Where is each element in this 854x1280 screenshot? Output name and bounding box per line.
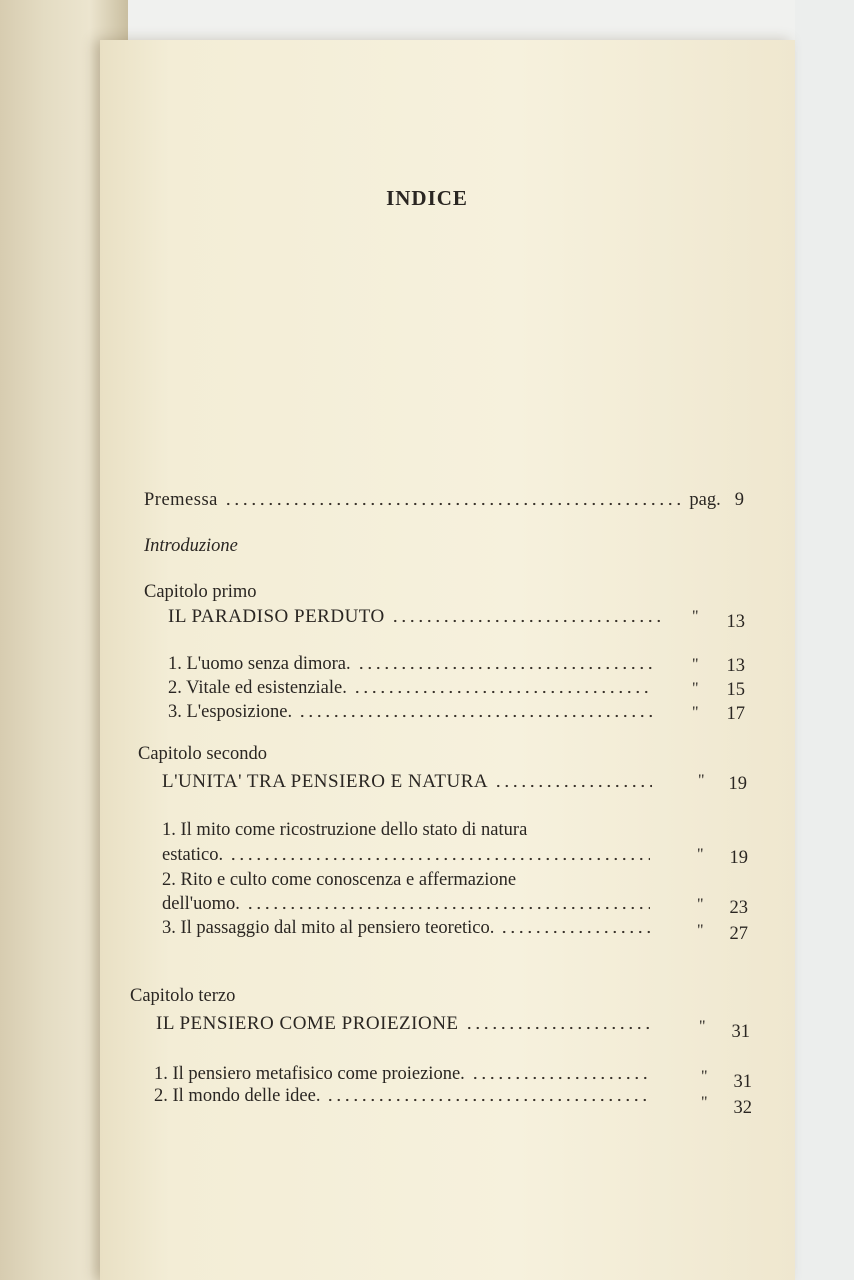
section-page: 19: [729, 848, 748, 868]
ditto-mark: ": [692, 656, 699, 673]
toc-section: [168, 702, 658, 723]
toc-section: [154, 1064, 656, 1085]
chapter-title-entry: [162, 771, 658, 793]
dot-leader: [224, 502, 684, 506]
section-label: 1. Il pensiero metafisico come proiezione.: [154, 1064, 465, 1084]
toc-label: Premessa: [144, 490, 218, 510]
ditto-mark: ": [697, 896, 704, 913]
section-label: 3. Il passaggio dal mito al pensiero teoretico.: [162, 918, 495, 938]
section-page: 27: [729, 924, 748, 944]
toc-section: [168, 678, 658, 699]
chapter-title: L'UNITA' TRA PENSIERO E NATURA: [162, 771, 489, 792]
chapter-title: IL PENSIERO COME PROIEZIONE: [156, 1013, 459, 1034]
section-label: estatico.: [162, 845, 224, 865]
section-page: 31: [733, 1072, 752, 1092]
chapter-page: 13: [726, 612, 745, 632]
section-label: 2. Il mondo delle idee.: [154, 1086, 321, 1106]
ditto-mark: ": [692, 680, 699, 697]
dot-leader: [326, 1098, 650, 1102]
section-label: 1. L'uomo senza dimora.: [168, 654, 351, 674]
chapter-page: 31: [731, 1022, 750, 1042]
toc-section: [162, 845, 656, 866]
dot-leader: [357, 666, 652, 670]
dot-leader: [298, 714, 652, 718]
chapter-title: IL PARADISO PERDUTO: [168, 606, 385, 627]
chapter-heading: Capitolo secondo: [138, 744, 267, 764]
section-page: 15: [726, 680, 745, 700]
toc-entry-premessa: [144, 490, 744, 511]
dot-leader: [391, 619, 662, 623]
section-label: 2. Vitale ed esistenziale.: [168, 678, 347, 698]
toc-section: [154, 1086, 656, 1107]
dot-leader: [246, 906, 650, 910]
background-top: [128, 0, 854, 40]
page-title: INDICE: [386, 186, 468, 210]
section-label: 3. L'esposizione.: [168, 702, 293, 722]
section-page: 13: [726, 656, 745, 676]
ditto-mark: ": [692, 704, 699, 721]
ditto-mark: ": [697, 922, 704, 939]
ditto-mark: ": [701, 1094, 708, 1111]
section-label-line: 2. Rito e culto come conoscenza e affermazione: [162, 870, 517, 890]
toc-section: [162, 894, 656, 915]
toc-entry-introduzione: Introduzione: [144, 536, 238, 556]
ditto-mark: ": [701, 1068, 708, 1085]
dot-leader: [353, 690, 652, 694]
ditto-mark: ": [698, 772, 705, 789]
section-page: 23: [729, 898, 748, 918]
chapter-page: 19: [728, 774, 747, 794]
dot-leader: [494, 784, 652, 788]
dot-leader: [500, 930, 650, 934]
chapter-heading: Capitolo terzo: [130, 986, 236, 1006]
dot-leader: [471, 1076, 650, 1080]
chapter-title-entry: [168, 606, 668, 628]
toc-page-prefix: pag.: [689, 490, 721, 510]
section-page: 17: [726, 704, 745, 724]
chapter-title-entry: [156, 1013, 656, 1035]
ditto-mark: ": [699, 1018, 706, 1035]
chapter-heading: Capitolo primo: [144, 582, 257, 602]
dot-leader: [465, 1026, 650, 1030]
section-label-line: 1. Il mito come ricostruzione dello stato di natura: [162, 820, 528, 840]
section-page: 32: [733, 1098, 752, 1118]
ditto-mark: ": [697, 846, 704, 863]
ditto-mark: ": [692, 608, 699, 625]
toc-page: 9: [734, 490, 744, 510]
dot-leader: [229, 857, 650, 861]
section-label: dell'uomo.: [162, 894, 240, 914]
toc-section: [162, 918, 656, 939]
toc-section: [168, 654, 658, 675]
